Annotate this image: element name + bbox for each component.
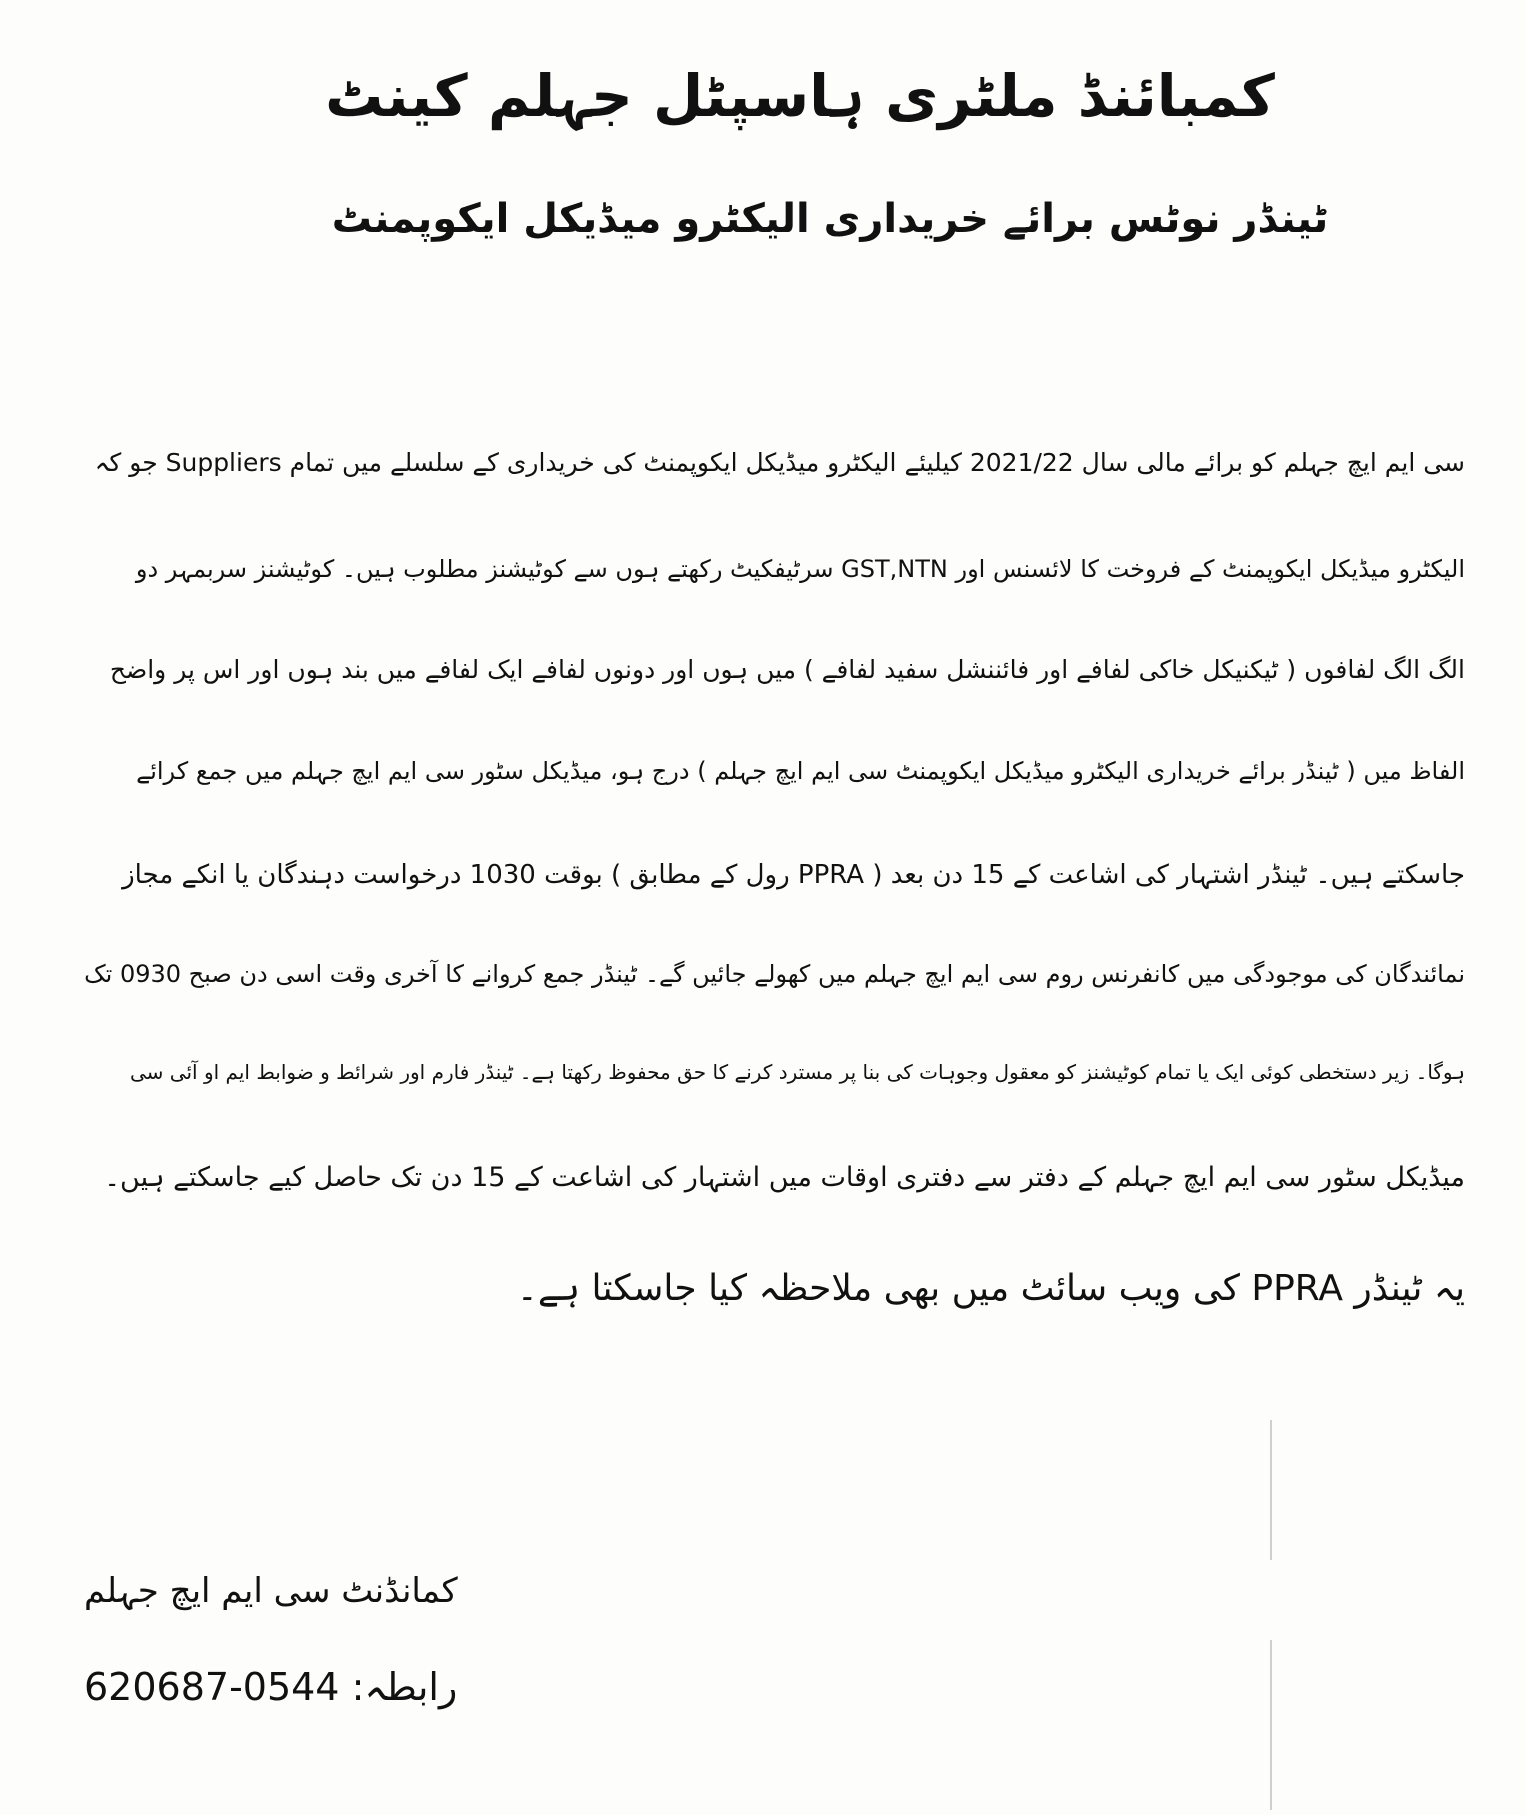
- notice-body-line: ہوگا۔ زیر دستخطی کوئی ایک یا تمام کوٹیشنز کو معقول وجوہات کی بنا پر مسترد کرنے کا حق محفوظ رکھتا ہے۔ ٹینڈر فارم اور شرائط و ضوابط ایم او آئی سی: [130, 1060, 1465, 1084]
- notice-body-line: جاسکتے ہیں۔ ٹینڈر اشتہار کی اشاعت کے 15 دن بعد ( PPRA رول کے مطابق ) بوقت 1030 درخواست دہندگان یا انکے مجاز: [122, 860, 1465, 890]
- contact-line: رابطہ: 0544-620687: [84, 1665, 458, 1709]
- scan-artifact: [1270, 1640, 1272, 1810]
- notice-body-line: میڈیکل سٹور سی ایم ایچ جہلم کے دفتر سے دفتری اوقات میں اشتہار کی اشاعت کے 15 دن تک حاصل کیے جاسکتے ہیں۔: [104, 1162, 1465, 1193]
- notice-subtitle: ٹینڈر نوٹس برائے خریداری الیکٹرو میڈیکل ایکوپمنٹ: [331, 196, 1329, 242]
- notice-body-line: الیکٹرو میڈیکل ایکوپمنٹ کے فروخت کا لائسنس اور GST,NTN سرٹیفکیٹ رکھتے ہوں سے کوٹیشنز مطلوب ہیں۔ کوٹیشنز سربمہر دو: [135, 555, 1465, 583]
- notice-body-line: سی ایم ایچ جہلم کو برائے مالی سال 2021/22 کیلیئے الیکٹرو میڈیکل ایکوپمنٹ کی خریداری کے سلسلے میں تمام Suppliers جو کہ: [94, 448, 1465, 477]
- notice-body-line: نمائندگان کی موجودگی میں کانفرنس روم سی ایم ایچ جہلم میں کھولے جائیں گے۔ ٹینڈر جمع کروانے کا آخری وقت اسی دن صبح 0930 تک: [84, 960, 1465, 988]
- scan-artifact: [1270, 1420, 1272, 1560]
- notice-body-line: الگ الگ لفافوں ( ٹیکنیکل خاکی لفافے اور فائننشل سفید لفافے ) میں ہوں اور دونوں لفافے ایک لفافے میں بند ہوں اور اس پر واضح: [109, 655, 1465, 684]
- notice-body-line: یہ ٹینڈر PPRA کی ویب سائٹ میں بھی ملاحظہ کیا جاسکتا ہے۔: [516, 1268, 1465, 1309]
- notice-title: کمبائنڈ ملٹری ہاسپٹل جہلم کینٹ: [325, 62, 1275, 130]
- notice-body-line: الفاظ میں ( ٹینڈر برائے خریداری الیکٹرو میڈیکل ایکوپمنٹ سی ایم ایچ جہلم ) درج ہو، میڈیکل سٹور سی ایم ایچ جہلم میں جمع کرائے: [136, 757, 1465, 785]
- signatory-line: کمانڈنٹ سی ایم ایچ جہلم: [84, 1571, 458, 1611]
